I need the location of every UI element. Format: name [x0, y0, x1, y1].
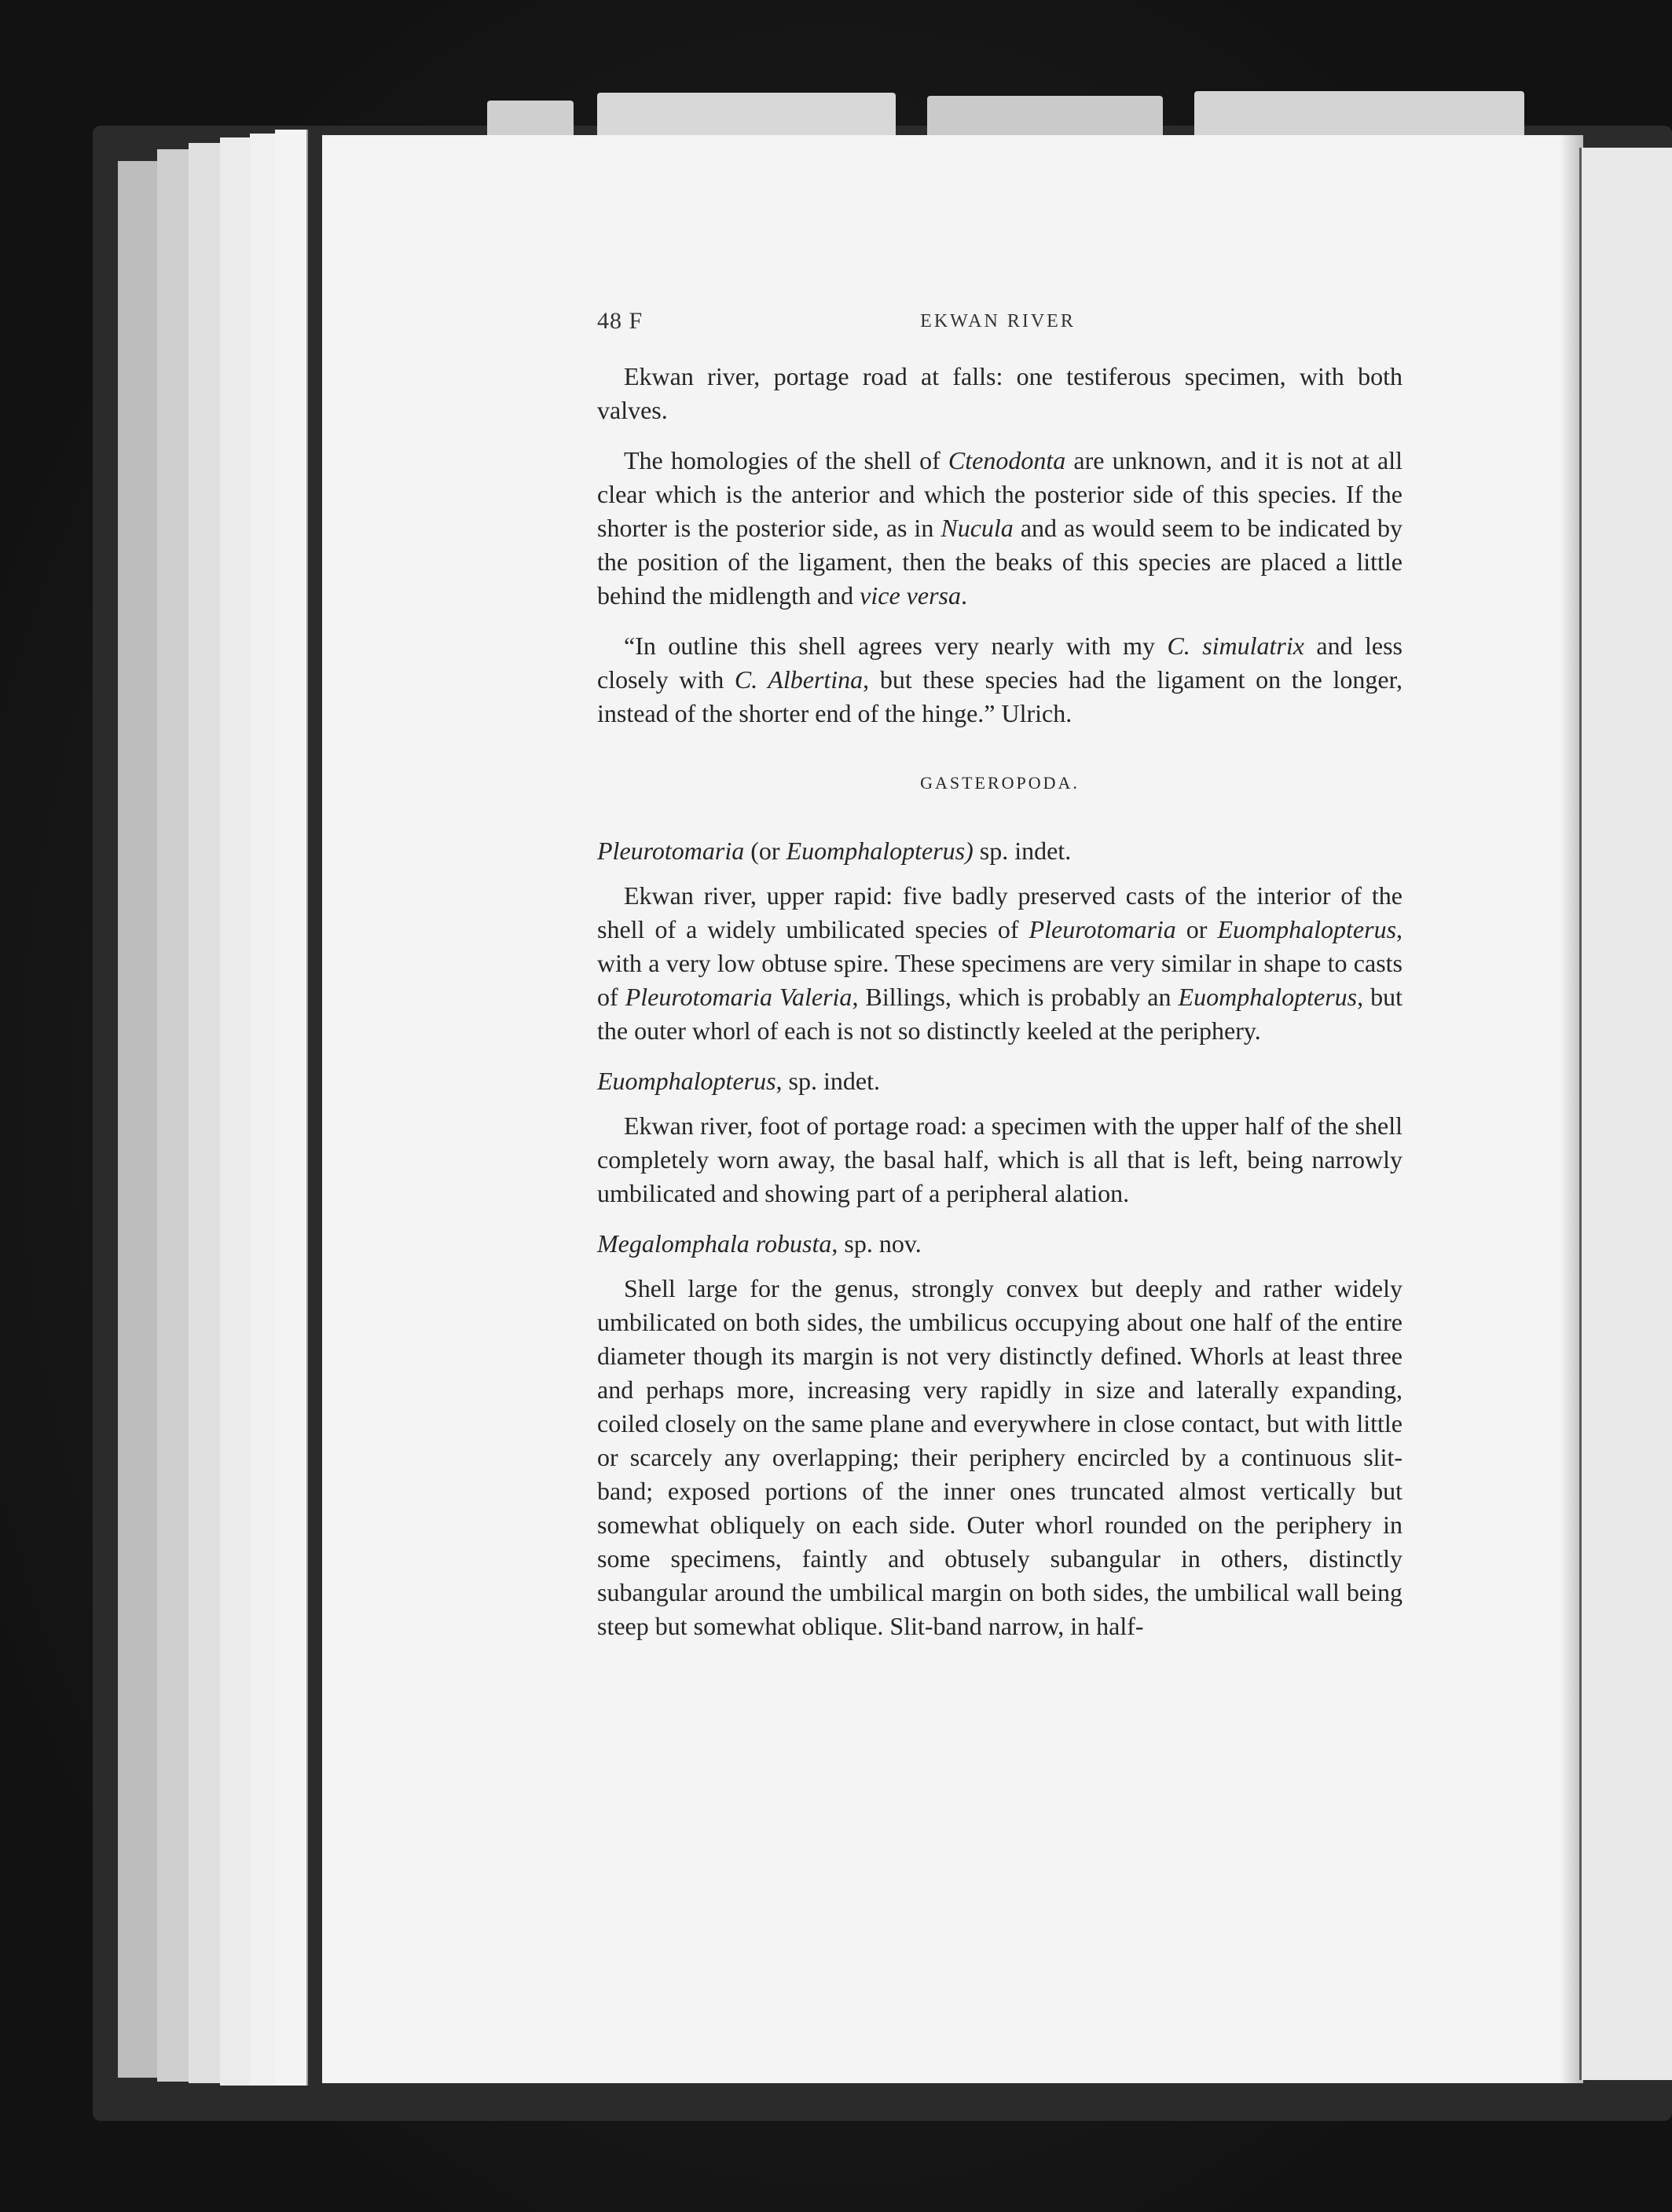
species-heading: Pleurotomaria (or Euomphalopterus) sp. indet.	[597, 837, 1072, 865]
paragraph: Ekwan river, foot of portage road: a specimen with the upper half of the shell completely worn away, the basal half, which is all that is left, being narrowly umbilicated and showing part of a peripheral alation.	[597, 1111, 1402, 1207]
paragraph: “In outline this shell agrees very nearly with my C. simulatrix and less closely with C. Albertina, but these species had the ligament on the longer, instead of the shorter end of the hinge.” Ulrich.	[597, 632, 1403, 727]
paragraph: The homologies of the shell of Ctenodonta are unknown, and it is not at all clear which is the anterior and which the posterior side of this species. If the shorter is the posterior side, as in Nucula and as would seem to be indicated by the position of the ligament, then the beaks of this species are placed a little behind the midlength and vice versa.	[597, 446, 1403, 610]
facing-page	[1579, 148, 1672, 2080]
page-body	[597, 360, 1402, 1660]
species-heading: Euomphalopterus, sp. indet.	[597, 1067, 880, 1095]
page-edge	[275, 130, 308, 2086]
paragraph: Ekwan river, upper rapid: five badly preserved casts of the interior of the shell of a widely umbilicated species of Pleurotomaria or Euomphalopterus, with a very low obtuse spire. These specimens are very similar in shape to casts of Pleurotomaria Valeria, Billings, which is probably an Euomphalopterus, but the outer whorl of each is not so distinctly keeled at the periphery.	[597, 881, 1403, 1045]
page-header	[597, 308, 1399, 346]
paragraph: Shell large for the genus, strongly convex but deeply and rather widely umbilicated on both sides, the umbilicus occupying about one half of the entire diameter though its margin is not very distinctly defined. Whorls at least three and perhaps more, increasing very rapidly in size and laterally expanding, coiled closely on the same plane and everywhere in close contact, but with little or scarcely any overlapping; their periphery encircled by a continuous slit-band; exposed portions of the inner ones truncated almost vertically but somewhat obliquely on each side. Outer whorl rounded on the periphery in some specimens, faintly and obtusely subangular in others, distinctly subangular around the umbilical margin on both sides, the umbilical wall being steep but somewhat oblique. Slit-band narrow, in half-	[597, 1274, 1402, 1640]
section-title: GASTEROPODA.	[920, 773, 1080, 793]
species-heading: Megalomphala robusta, sp. nov.	[597, 1229, 922, 1258]
running-head: EKWAN RIVER	[920, 311, 1076, 331]
page-number: 48 F	[597, 308, 644, 334]
paragraph: Ekwan river, portage road at falls: one testiferous specimen, with both valves.	[597, 362, 1402, 424]
